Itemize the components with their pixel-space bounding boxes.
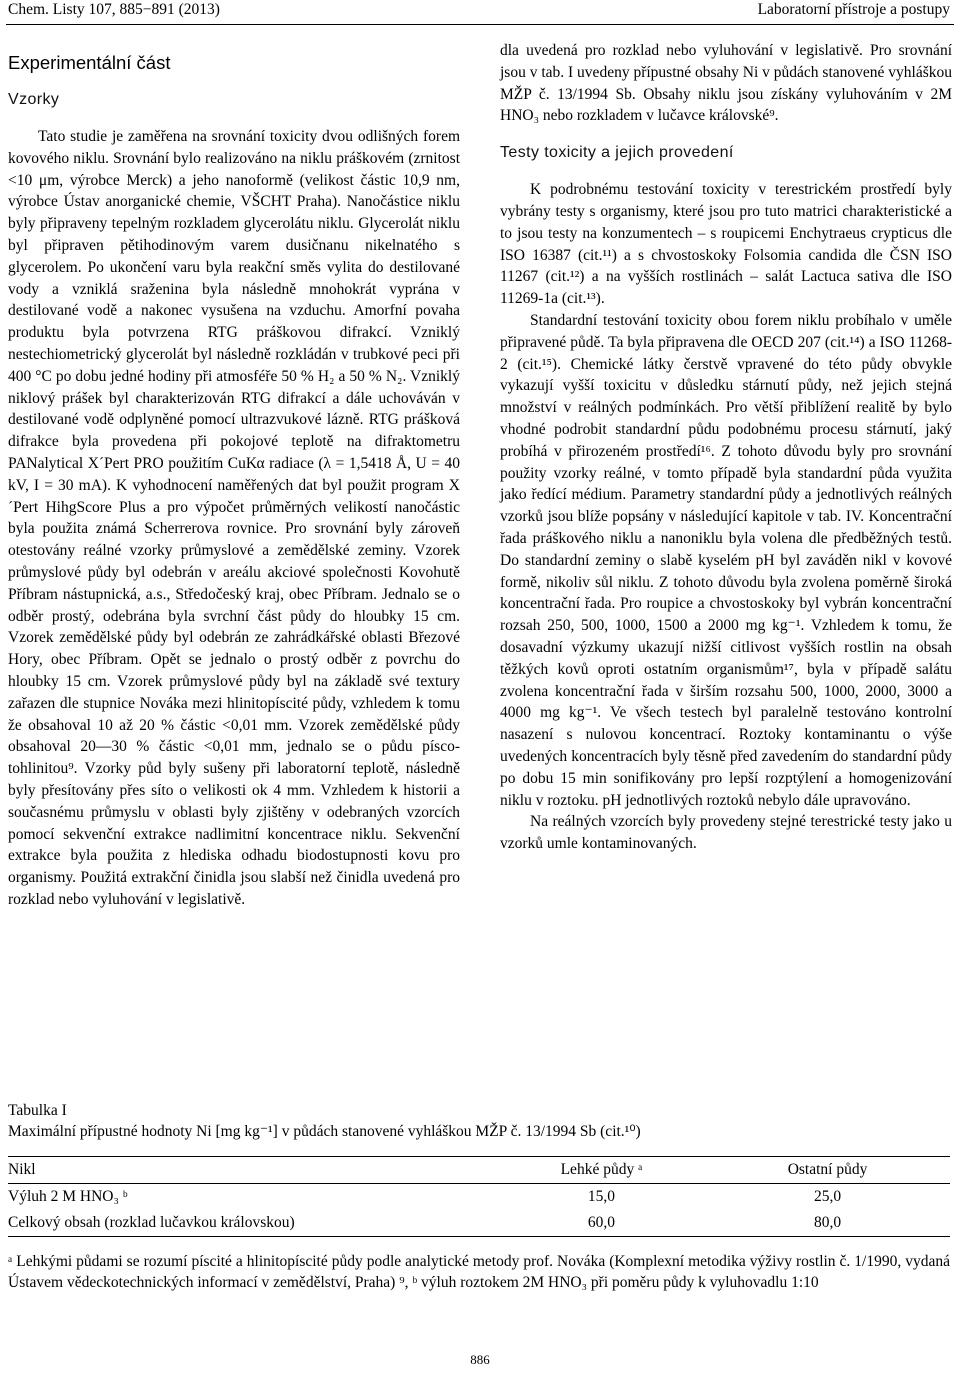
section-title: Experimentální část [8, 52, 171, 73]
table-row [8, 1184, 950, 1211]
table-cell: 25,0 [813, 1188, 842, 1205]
table-label: Tabulka I [8, 1102, 67, 1119]
table-cell: 80,0 [813, 1214, 842, 1231]
table-caption: Maximální přípustné hodnoty Ni [mg kg⁻¹] v půdách stanovené vyhláškou MŽP č. 13/1994 Sb (cit.¹⁰) [8, 1123, 641, 1140]
data-table [8, 1156, 950, 1237]
table-footnote: ᵃ Lehkými půdami se rozumí píscité a hlinitopíscité půdy podle analytické metody prof. Nováka (Komplexní metodika výživy rostlin č. 1/1990, vydaná Ústavem vědeckotechnických informací v zemědělství, Praha) ⁹, ᵇ výluh roztokem 2M HNO₃ při poměru půdy k vyluhovadlu 1:10 [8, 1253, 950, 1291]
table-header-row [8, 1157, 950, 1184]
left-column [8, 40, 460, 911]
table-cell: Celkový obsah (rozklad lučavkou královskou) [8, 1214, 295, 1231]
table-header-cell: Ostatní půdy [787, 1161, 868, 1178]
table-cell: 15,0 [587, 1188, 616, 1205]
section-category: Laboratorní přístroje a postupy [757, 1, 950, 18]
table-cell: 60,0 [587, 1214, 616, 1231]
table-header-cell: Lehké půdy ᵃ [560, 1161, 643, 1178]
subsection-title-toxicity-tests: Testy toxicity a jejich provedení [500, 144, 734, 162]
header-rule [6, 24, 954, 25]
body-paragraph: Tato studie je zaměřena na srovnání toxicity dvou odlišných forem kovového niklu. Srovnání bylo realizováno na niklu práškovém (zrnitost <10 μm, výrobce Merck) a jeho nanoformě (velikost částic 10,9 nm, výrobce Ústav anorganické chemie, VŠCHT Praha). Nanočástice niklu byly připraveny tepelným rozkladem glycerolátu niklu. Glycerolát niklu byl připraven pětihodinovým varem dusičnanu nikelnatého s glycerolem. Po ukončení varu byla reakční směs vylita do destilované vody a vzniklá sraženina byla následně mnohokrát vyprána v destilované vodě a nakonec vysušena na vzduchu. Amorfní povaha produktu byla potvrzena RTG práškovou difrakcí. Vzniklý nestechiometrický glycerolát byl následně rozkládán v trubkové peci při 400 °C po dobu jedné hodiny při atmosféře 50 % H₂ a 50 % N₂. Vzniklý niklový prášek byl charakterizován RTG difrakcí a dále uchováván v destilované vodě odplyněné pomocí ultrazvukové lázně. RTG prášková difrakce byla provedena při pokojové teplotě na difraktometru PANalytical X´Pert PRO použitím CuΚα radiace (λ = 1,5418 Å, U = 40 kV, I = 30 mA). K vyhodnocení naměřených dat byl použit program X´Pert HihgScore Plus a pro výpočet průměrných velikostí nanočástic byla použita známá Scherrerova rovnice. Pro srovnání byly zároveň otestovány reálné vzorky průmyslové a zemědělské zeminy. Vzorek průmyslové půdy byl odebrán v areálu akciové společnosti Kovohutě Příbram nástupnická, a.s., Středočeský kraj, obec Příbram. Jednalo se o odběr prostý, odebrána byla svrchní část půdy do hloubky 15 cm. Vzorek zemědělské půdy byl odebrán ze zahrádkářské oblasti Březové Hory, obec Příbram. Opět se jednalo o prostý odběr z povrchu do hloubky 15 cm. Vzorek průmyslové půdy byl na základě své textury zařazen dle stupnice Nováka mezi hlinitopíscité půdy, vzhledem k tomu že obsahoval 10 až 20 % částic <0,01 mm. Vzorek zemědělské půdy obsahoval 20—30 % částic <0,01 mm, jednalo se o půdu písco-tohlinitou⁹. Vzorky půd byly sušeny při laboratorní teplotě, následně byly přesítovány přes síto o velikosti ok 4 mm. Vzhledem k historii a současnému průmyslu v oblasti byly zjištěny v odebraných vzorcích pomocí sekvenční extrakce nadlimitní koncentrace niklu. Sekvenční extrakce byla použita z hlediska odhadu biodostupnosti kovu pro organismy. Použitá extrakční činidla jsou slabší než činidla uvedená pro rozklad nebo vyluhování v legislativě. [8, 128, 460, 908]
table-row [8, 1210, 950, 1237]
body-paragraph: K podrobnému testování toxicity v terestrickém prostředí byly vybrány testy s organismy, které jsou pro tuto matrici charakteristické a to jsou testy na konzumentech – s roupicemi Enchytraeus crypticus dle ISO 16387 (cit.¹¹) a s chvostoskoky Folsomia candida dle ČSN ISO 11267 (cit.¹²) a na vyšších rostlinách – salát Lactuca sativa dle ISO 11269-1a (cit.¹³). [500, 181, 952, 308]
table-block [8, 1100, 950, 1309]
running-head [8, 0, 950, 22]
table-header-cell: Nikl [8, 1161, 36, 1178]
page-number: 886 [470, 1352, 490, 1367]
table-cell: Výluh 2 M HNO₃ ᵇ [8, 1188, 128, 1205]
body-paragraph: Na reálných vzorcích byly provedeny stejné terestrické testy jako u vzorků umle kontaminovaných. [500, 813, 952, 853]
body-paragraph: Standardní testování toxicity obou forem niklu probíhalo v uměle připravené půdě. Ta byla připravena dle OECD 207 (cit.¹⁴) a ISO 11268-2 (cit.¹⁵). Chemické látky čerstvě vpravené do této půdy obvykle vykazují vyšší toxicitu v důsledku stárnutí půdy, než jejich stejná množství v reálných podmínkách. Pro větší přiblížení realitě by bylo vhodné podrobit standardní půdu podobnému procesu stárnutí, jaký probíhá v přirozeném prostředí¹⁶. Z tohoto důvodu byly pro srovnání použity vzorky reálné, v tomto případě byla standardní půda využita jako ředící médium. Parametry standardní půdy a jednotlivých reálných vzorků jsou blíže popsány v následující kapitole v tab. IV. Koncentrační řada práškového niklu a nanoniklu byla volena dle předběžných testů. Do standardní zeminy o slabě kyselém pH byl zaváděn nikl v kovové formě, nikoliv sůl niklu. Z tohoto důvodu byla zvolena poměrně široká koncentrační řada. Pro roupice a chvostoskoky byl vybrán koncentrační rozsah 250, 500, 1000, 1500 a 2000 mg kg⁻¹. Vzhledem k tomu, že dosavadní výzkumy ukazují nižší citlivost vyšších rostlin na obsah těžkých kovů oproti ostatním organismům¹⁷, byla v případě salátu zvolena koncentrační řada v širším rozsahu 500, 1000, 2000, 3000 a 4000 mg kg⁻¹. Ve všech testech byl paralelně testováno kontrolní nasazení s nulovou koncentrací. Roztoky kontaminantu o výše uvedených koncentracích byly těsně před zavedením do standardní půdy po dobu 15 min sonifikovány pro lepší rozptýlení a homogenizování niklu v roztoku. pH jednotlivých roztoků nebylo dále upravováno. [500, 311, 952, 809]
body-paragraph-continued: dla uvedená pro rozklad nebo vyluhování v legislativě. Pro srovnání jsou v tab. I uvedeny přípustné obsahy Ni v půdách stanovené vyhláškou MŽP č. 13/1994 Sb. Obsahy niklu jsou získány vyluhováním v 2M HNO₃ nebo rozkladem v lučavce královské⁹. [500, 42, 952, 125]
right-column [500, 40, 952, 855]
subsection-title-samples: Vzorky [8, 91, 60, 108]
journal-citation: Chem. Listy 107, 885−891 (2013) [8, 1, 220, 18]
